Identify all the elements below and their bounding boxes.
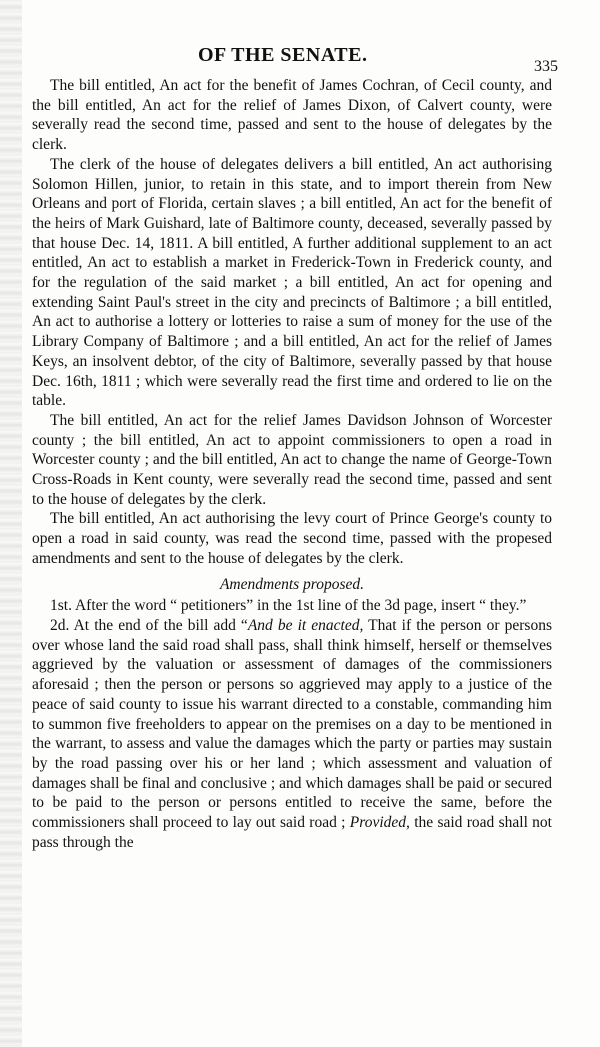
amendment-1: 1st. After the word “ petitioners” in the 1st line of the 3d page, insert “ they.” [50, 597, 527, 615]
amendment-2-lead: 2d. At the end of the bill add “ [50, 616, 248, 634]
running-title: OF THE SENATE. [198, 44, 368, 66]
paragraph-delegates-bills: The clerk of the house of delegates delivers a bill entitled, An act authorising Solomon Hillen, junior, to retain in this state, and to import therein from New Orleans and port of Florida, certain slaves ; a bill entitled, An act for the benefit of the heirs of Mark Guishard, late of Baltimore county, deceased, severally passed by that house Dec. 14, 1811. A bill entitled, A further additional supplement to an act entitled, An act to establish a market in Frederick-Town in Frederick county, and for the regulation of the said market ; a bill entitled, An act for opening and extending Saint Paul's street in the city and precincts of Baltimore ; a bill entitled, An act to authorise a lottery or lotteries to raise a sum of money for the use of the Library Company of Baltimore ; and a bill entitled, An act for the relief of James Keys, an insolvent debtor, of the city of Baltimore, severally passed by that house Dec. 16th, 1811 ; which were severally read the first time and ordered to lie on the table. [32, 155, 552, 410]
amendment-2-enacted: And be it enacted, [247, 616, 364, 634]
body-text [32, 76, 552, 852]
amendment-2-provided: Provided, [349, 814, 410, 832]
amendment-2 [32, 616, 552, 852]
amendments-heading: Amendments proposed. [219, 575, 365, 593]
page-header [0, 44, 600, 74]
amendment-2-end: the said road shall not pass through the [32, 814, 552, 851]
amendment-2-middle: That if the person or persons over whose land the said road shall pass, shall think himself, herself or themselves aggrieved by the valuation or assessment of damages of the commissioners aforesaid ; then the person or persons so aggrieved may apply to a justice of the peace of said county to issue his warrant directed to a constable, commanding him to summon five freeholders to appear on the premises on a day to be mentioned in the warrant, to assess and value the damages which the party or parties may sustain by the road passing over his or her land ; which assessment and valuation of damages shall be final and conclusive ; and which damages shall be paid or secured to be paid to the person or persons entitled to receive the same, before the commissioners shall proceed to lay out said road ; [32, 616, 552, 832]
paragraph-cochran-dixon-bills: The bill entitled, An act for the benefit of James Cochran, of Cecil county, and the bill entitled, An act for the relief of James Dixon, of Calvert county, were severally read the second time, passed and sent to the house of delegates by the clerk. [32, 77, 552, 154]
page-number: 335 [534, 58, 558, 75]
paragraph-prince-georges-road-bill: The bill entitled, An act authorising the levy court of Prince George's county to open a road in said county, was read the second time, passed with the propesed amendments and sent to the house of delegates by the clerk. [32, 510, 552, 567]
paragraph-worcester-kent-bills: The bill entitled, An act for the relief James Davidson Johnson of Worcester county ; the bill entitled, An act to appoint commissioners to open a road in Worcester county ; and the bill entitled, An act to change the name of George-Town Cross-Roads in Kent county, were severally read the second time, passed and sent to the house of delegates by the clerk. [32, 411, 552, 508]
page-binding-edge [0, 0, 22, 1047]
